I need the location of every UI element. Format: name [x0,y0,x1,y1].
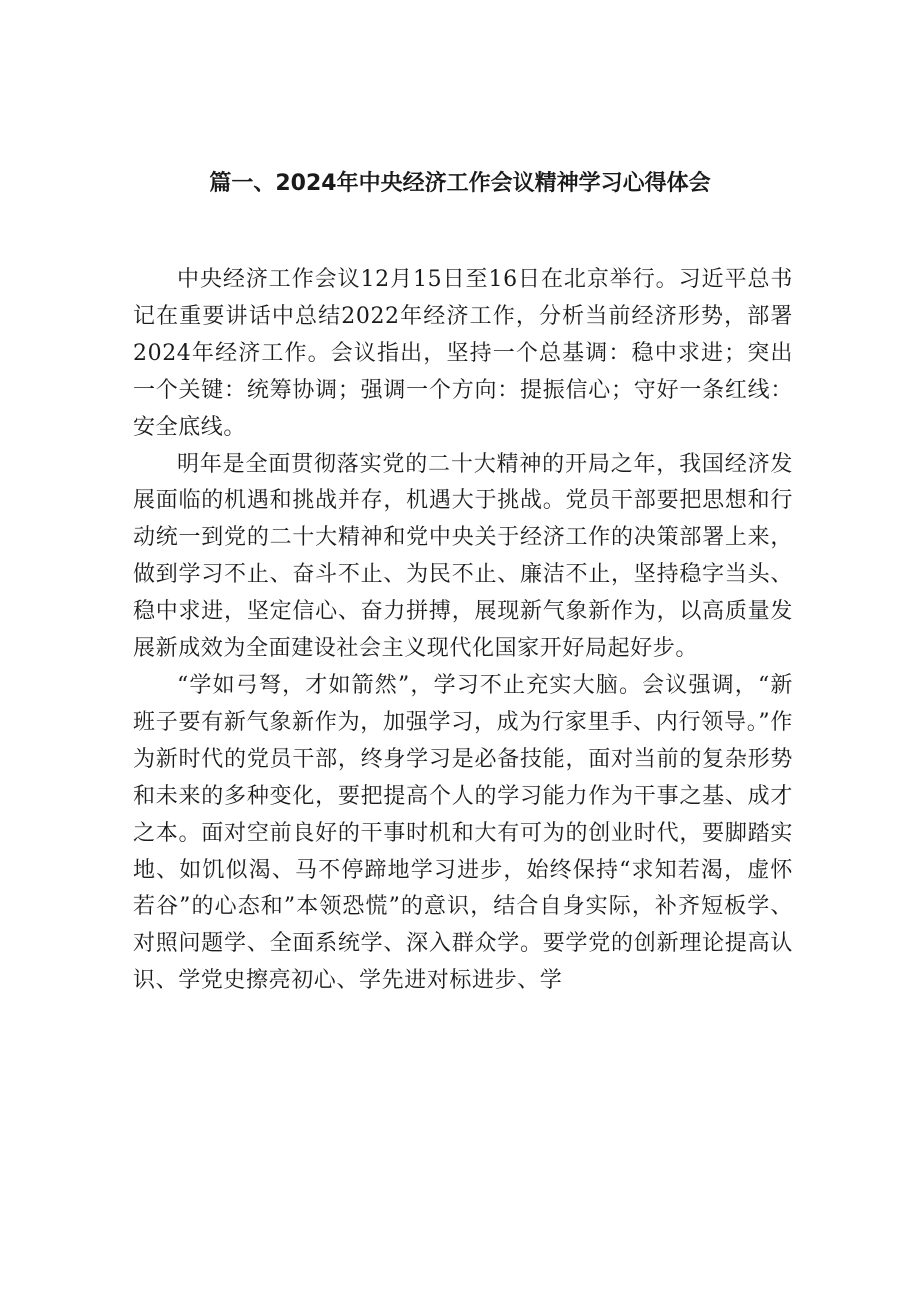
paragraph-1: 中央经济工作会议12月15日至16日在北京举行。习近平总书记在重要讲话中总结2022年经济工作，分析当前经济形势，部署2024年经济工作。会议指出，坚持一个总基调：稳中求进；突出一个关键：统筹协调；强调一个方向：提振信心；守好一条红线：安全底线。 [133,267,793,440]
document-body [133,262,793,1000]
paragraph-2: 明年是全面贯彻落实党的二十大精神的开局之年，我国经济发展面临的机遇和挑战并存，机遇大于挑战。党员干部要把思想和行动统一到党的二十大精神和党中央关于经济工作的决策部署上来，做到学习不止、奋斗不止、为民不止、廉洁不止，坚持稳字当头、稳中求进，坚定信心、奋力拼搏，展现新气象新作为，以高质量发展新成效为全面建设社会主义现代化国家开好局起好步。 [133,451,793,662]
document-title: 篇一、2024年中央经济工作会议精神学习心得体会 [209,171,711,196]
paragraph-3: “学如弓弩，才如箭然”，学习不止充实大脑。会议强调，“新班子要有新气象新作为，加强学习，成为行家里手、内行领导。”作为新时代的党员干部，终身学习是必备技能，面对当前的复杂形势和未来的多种变化，要把提高个人的学习能力作为干事之基、成才之本。面对空前良好的干事时机和大有可为的创业时代，要脚踏实地、如饥似渴、马不停蹄地学习进步，始终保持“求知若渴，虚怀若谷”的心态和”本领恐慌”的意识，结合自身实际，补齐短板学、对照问题学、全面系统学、深入群众学。要学党的创新理论提高认识、学党史擦亮初心、学先进对标进步、学 [133,672,793,994]
